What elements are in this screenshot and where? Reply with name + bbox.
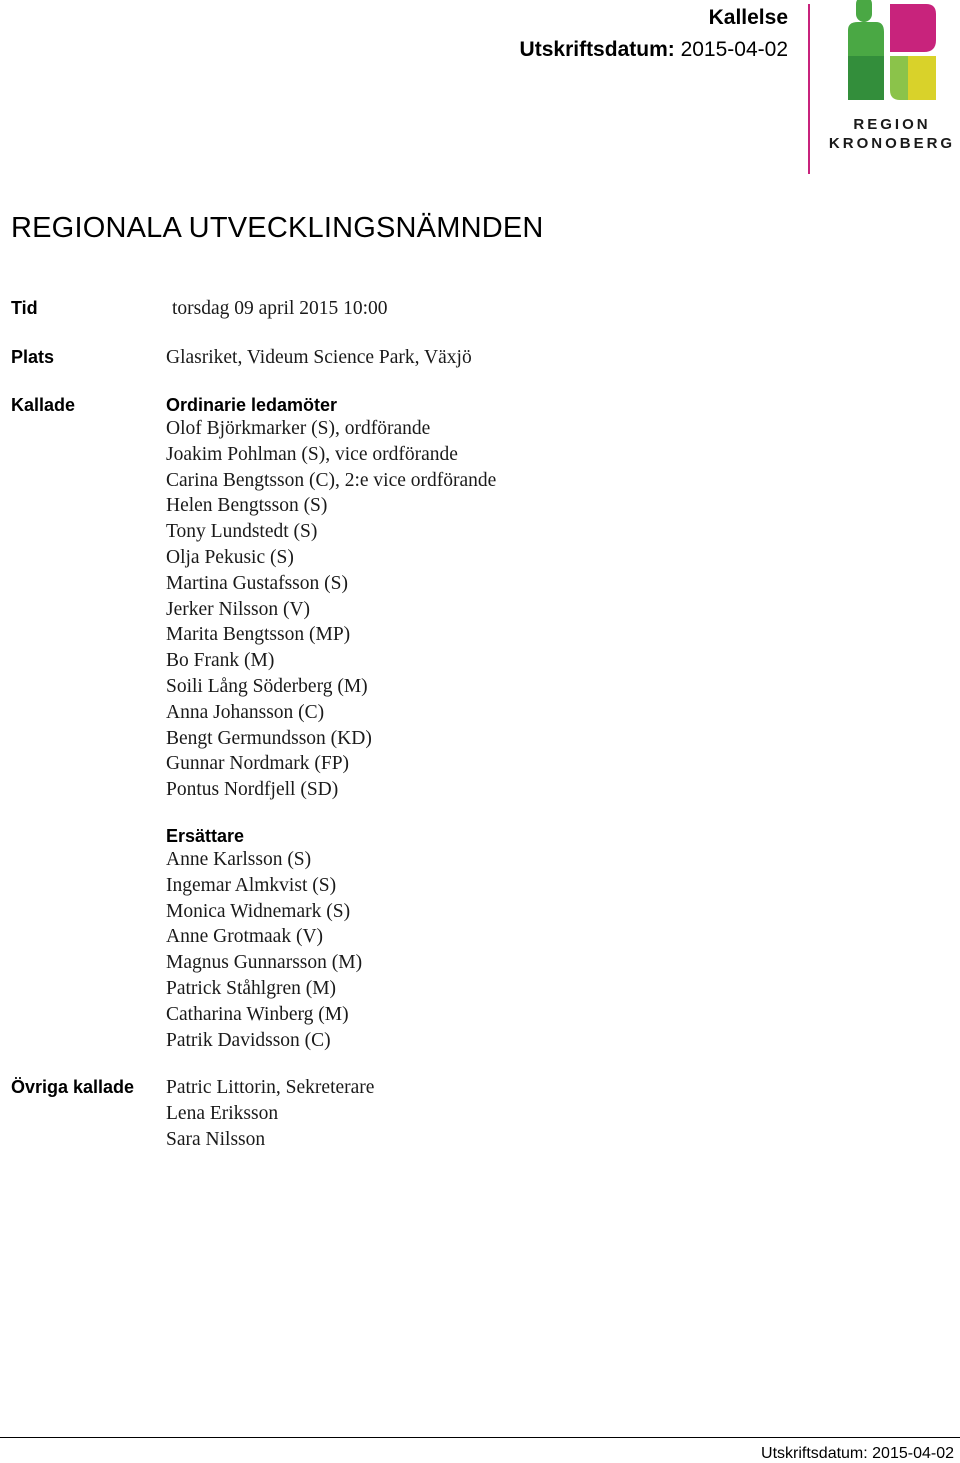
ordinary-members-heading: Ordinarie ledamöter: [166, 395, 338, 415]
substitutes-heading: Ersättare: [166, 826, 245, 846]
list-item: Olof Björkmarker (S), ordförande: [166, 418, 431, 439]
list-item: Lena Eriksson: [166, 1102, 279, 1124]
list-item: Anne Grotmaak (V): [166, 926, 324, 948]
list-item: Magnus Gunnarsson (M): [166, 952, 363, 974]
list-item: Patrick Ståhlgren (M): [166, 977, 337, 999]
others-label: Övriga kallade: [11, 1077, 135, 1097]
logo-line-kronoberg: KRONOBERG: [828, 135, 956, 152]
footer-print-date: Utskriftsdatum: 2015-04-02: [761, 1445, 954, 1462]
list-item: Anne Karlsson (S): [166, 849, 312, 870]
time-label: Tid: [11, 298, 38, 318]
list-item: Olja Pekusic (S): [166, 546, 294, 568]
called-label: Kallade: [11, 395, 76, 415]
substitutes-section: [166, 826, 362, 1053]
ordinary-members-section: [166, 395, 496, 803]
place-value: Glasriket, Videum Science Park, Växjö: [166, 347, 472, 368]
list-item: Joakim Pohlman (S), vice ordförande: [166, 443, 458, 465]
list-item: Bo Frank (M): [166, 650, 275, 672]
time-value: torsdag 09 april 2015 10:00: [172, 298, 388, 319]
footer-divider: [0, 1437, 960, 1438]
list-item: Marita Bengtsson (MP): [166, 624, 351, 646]
others-list: [166, 1075, 374, 1152]
list-item: Pontus Nordfjell (SD): [166, 779, 339, 801]
list-item: Sara Nilsson: [166, 1128, 266, 1150]
logo-wordmark: [826, 116, 958, 154]
list-item: Bengt Germundsson (KD): [166, 727, 372, 749]
list-item: Patrik Davidsson (C): [166, 1029, 331, 1051]
substitutes-list: [166, 847, 362, 1053]
list-item: Anna Johansson (C): [166, 701, 325, 723]
page-title: REGIONALA UTVECKLINGSNÄMNDEN: [11, 212, 544, 244]
print-date-label: Utskriftsdatum:: [519, 38, 675, 61]
list-item: Tony Lundstedt (S): [166, 521, 318, 543]
region-kronoberg-logo: [846, 0, 938, 104]
list-item: Carina Bengtsson (C), 2:e vice ordförande: [166, 469, 497, 491]
list-item: Monica Widnemark (S): [166, 900, 351, 922]
list-item: Martina Gustafsson (S): [166, 572, 348, 594]
list-item: Patric Littorin, Sekreterare: [166, 1077, 375, 1098]
header-divider: [808, 4, 810, 174]
place-label: Plats: [11, 347, 55, 367]
list-item: Soili Lång Söderberg (M): [166, 675, 368, 697]
print-date: [520, 38, 788, 62]
others-section: [166, 1075, 374, 1152]
ordinary-members-list: [166, 416, 496, 803]
logo-line-region: REGION: [853, 116, 931, 133]
list-item: Catharina Winberg (M): [166, 1003, 349, 1025]
list-item: Helen Bengtsson (S): [166, 495, 328, 517]
print-date-value: 2015-04-02: [680, 38, 788, 61]
list-item: Ingemar Almkvist (S): [166, 874, 337, 896]
list-item: Gunnar Nordmark (FP): [166, 753, 350, 775]
document-type: Kallelse: [708, 6, 788, 29]
list-item: Jerker Nilsson (V): [166, 598, 311, 620]
